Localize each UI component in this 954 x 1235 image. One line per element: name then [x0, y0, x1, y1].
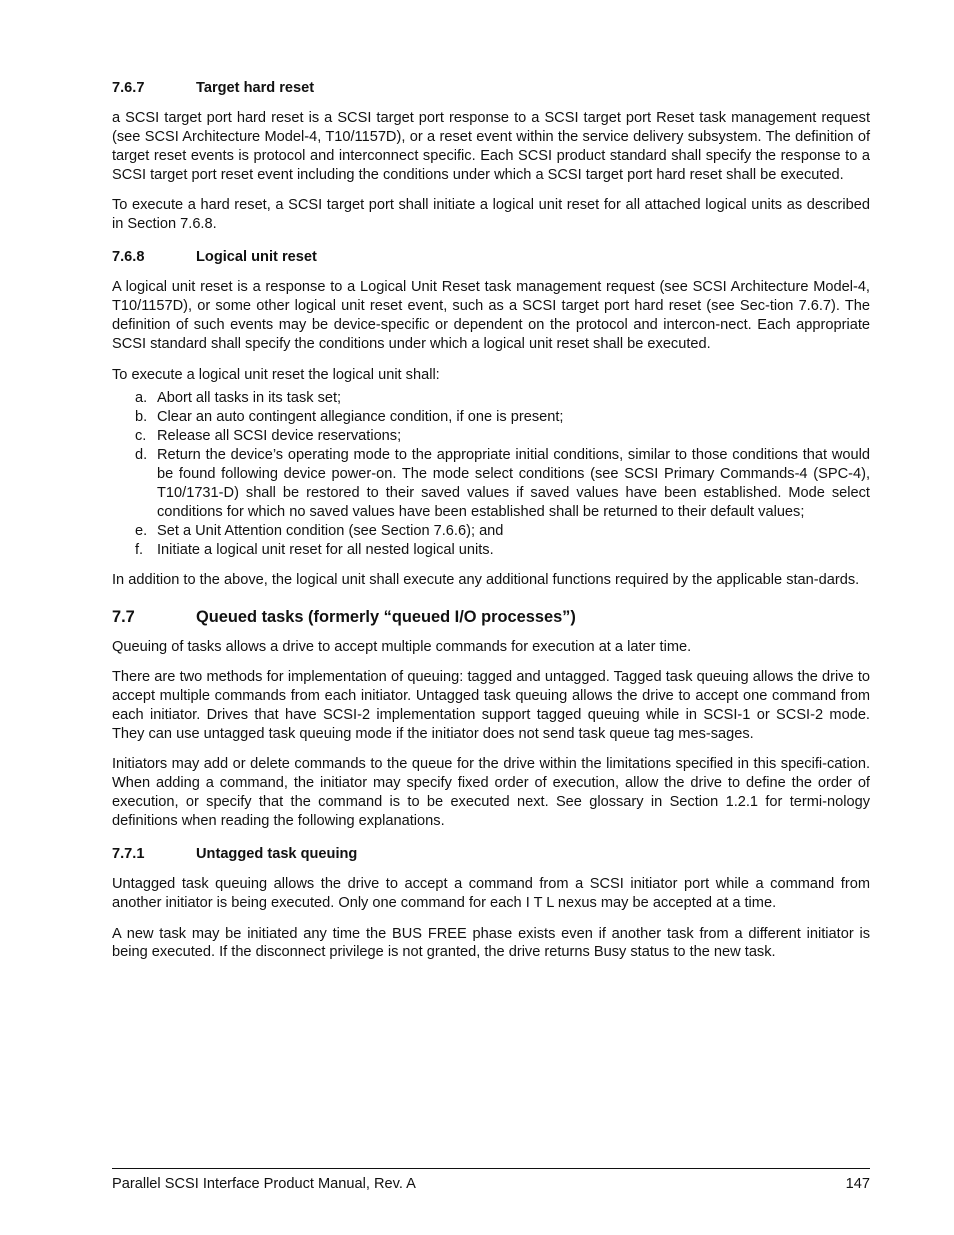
- paragraph: To execute a hard reset, a SCSI target port shall initiate a logical unit reset for all attached logical units as described in Section 7.6.8.: [112, 197, 870, 233]
- paragraph: Queuing of tasks allows a drive to accept multiple commands for execution at a later time.: [112, 638, 692, 655]
- paragraph: A logical unit reset is a response to a Logical Unit Reset task management request (see SCSI Architecture Model-4, T10/1157D), or some other logical unit reset event, such as a SCSI target port hard reset (see Sec-tion 7.6.7). The definition of such events may be device-specific or dependent on the protocol and intercon-nect. Each appropriate SCSI standard shall specify the conditions under which a logical unit reset shall be executed.: [112, 279, 870, 353]
- section-number: 7.6.7: [112, 80, 145, 96]
- list-marker: e.: [135, 522, 148, 539]
- section-heading-7-7: [112, 607, 870, 627]
- paragraph: To execute a logical unit reset the logical unit shall:: [112, 366, 440, 383]
- section-number: 7.6.8: [112, 249, 145, 266]
- list-item-text: Set a Unit Attention condition (see Section 7.6.6); and: [157, 522, 504, 539]
- list-item: [112, 427, 870, 446]
- paragraph: A new task may be initiated any time the BUS FREE phase exists even if another task from a different initiator is being executed. If the disconnect privilege is not granted, the drive returns Busy status to the new task.: [112, 925, 870, 961]
- section-title: Queued tasks (formerly “queued I/O processes”): [196, 607, 576, 626]
- list-marker: d.: [135, 447, 148, 464]
- section-number: 7.7.1: [112, 846, 145, 863]
- list-item: [112, 446, 870, 522]
- paragraph: Untagged task queuing allows the drive to accept a command from a SCSI initiator port while a command from another initiator is being executed. Only one command for each I T L nexus may be accepted at a time.: [112, 876, 870, 912]
- paragraph: There are two methods for implementation of queuing: tagged and untagged. Tagged task queuing allows the drive to accept multiple commands from each initiator. Untagged task queuing allows the drive to accept one command from each initiator. Drives that have SCSI-2 implementation support tagged queuing while in SCSI-1 or SCSI-2 mode. They can use untagged task queuing mode if the initiator does not send task queue tag mes-sages.: [112, 668, 870, 742]
- list-item: [112, 541, 870, 560]
- paragraph: a SCSI target port hard reset is a SCSI target port response to a SCSI target port Reset task management request (see SCSI Architecture Model-4, T10/1157D), or a reset event within the service delivery subsystem. The definition of target reset events is protocol and interconnect specific. Each SCSI product standard shall specify the response to a SCSI target port reset event including the conditions under which a SCSI target port hard reset shall be executed.: [112, 110, 870, 183]
- paragraph: In addition to the above, the logical unit shall execute any additional functions required by the applicable stan-dards.: [112, 572, 860, 589]
- section-heading-7-6-8: [112, 248, 870, 267]
- page-footer: [112, 1168, 870, 1193]
- reset-steps-list: [112, 389, 870, 559]
- list-item: [112, 389, 870, 408]
- list-item-text: Clear an auto contingent allegiance condition, if one is present;: [157, 409, 564, 426]
- list-marker: a.: [135, 390, 148, 407]
- list-item-text: Abort all tasks in its task set;: [157, 390, 342, 407]
- section-heading-7-6-7: [112, 79, 870, 98]
- section-title: Logical unit reset: [196, 249, 317, 266]
- list-item-text: Initiate a logical unit reset for all nested logical units.: [157, 541, 494, 558]
- footer-page-number: 147: [845, 1176, 870, 1192]
- list-marker: f.: [135, 541, 144, 558]
- list-item: [112, 522, 870, 541]
- section-number: 7.7: [112, 607, 135, 626]
- section-title: Untagged task queuing: [196, 846, 358, 863]
- list-item-text: Release all SCSI device reservations;: [157, 428, 402, 445]
- section-title: Target hard reset: [196, 80, 315, 96]
- footer-document-title: Parallel SCSI Interface Product Manual, Rev. A: [112, 1176, 416, 1192]
- list-item-text: Return the device’s operating mode to the appropriate initial conditions, similar to those conditions that would be found following device power-on. The mode select conditions (see SCSI Primary Commands-4 (SPC-4), T10/1731-D) shall be restored to their saved values if saved values have been established. Mode select conditions for which no saved values have been established shall be returned to their default values;: [157, 447, 870, 520]
- list-item: [112, 408, 870, 427]
- paragraph: Initiators may add or delete commands to the queue for the drive within the limitations specified in this specifi-cation. When adding a command, the initiator may specify fixed order of execution, allow the drive to define the order of execution, or specify that the command is to be executed next. See glossary in Section 1.2.1 for termi-nology definitions when reading the following explanations.: [112, 756, 870, 829]
- list-marker: b.: [135, 409, 148, 426]
- section-heading-7-7-1: [112, 845, 870, 864]
- list-marker: c.: [135, 428, 147, 445]
- page-content: [112, 79, 870, 974]
